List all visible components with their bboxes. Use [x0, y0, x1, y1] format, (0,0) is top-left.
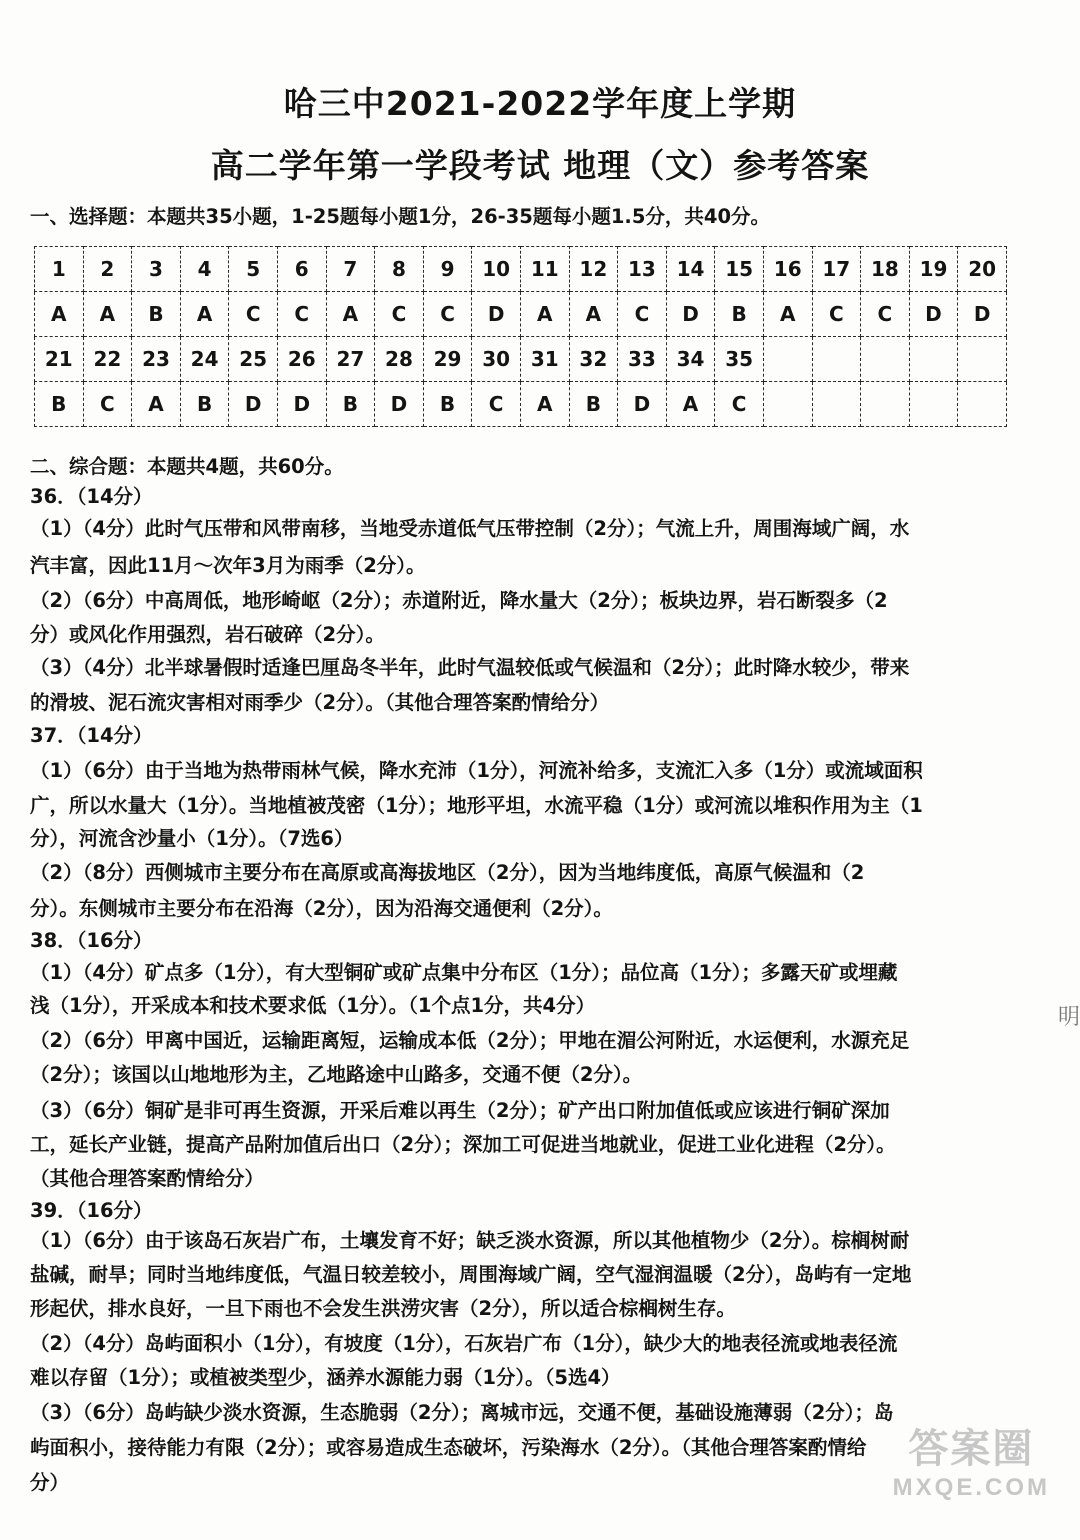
table-cell: C — [812, 292, 861, 337]
answer-line: （2）（6分）中高周低，地形崎岖（2分）；赤道附近，降水量大（2分）；板块边界，岩石断裂多（2 — [30, 589, 888, 612]
answer-line: 广，所以水量大（1分）。当地植被茂密（1分）；地形平坦，水流平稳（1分）或河流以堆积作用为主（1 — [30, 794, 923, 817]
table-cell: D — [618, 382, 667, 427]
table-cell: C — [423, 292, 472, 337]
table-cell: C — [229, 292, 278, 337]
table-cell: 5 — [229, 247, 278, 292]
table-cell: 24 — [180, 337, 229, 382]
table-row — [35, 382, 1007, 427]
table-cell: 27 — [326, 337, 375, 382]
table-cell: 16 — [763, 247, 812, 292]
question-number: 36．（14分） — [30, 485, 153, 508]
table-cell: 4 — [180, 247, 229, 292]
question-number: 39．（16分） — [30, 1199, 153, 1222]
table-cell: 21 — [35, 337, 84, 382]
watermark-text: 答案圈 — [908, 1426, 1035, 1472]
watermark-logo — [893, 1417, 1050, 1502]
table-cell: 29 — [423, 337, 472, 382]
answer-line: 汽丰富，因此11月～次年3月为雨季（2分）。 — [30, 554, 426, 577]
table-cell: 11 — [520, 247, 569, 292]
answer-line: （3）（4分）北半球暑假时适逢巴厘岛冬半年，此时气温较低或气候温和（2分）；此时降水较少，带来 — [30, 656, 910, 679]
table-cell: 23 — [132, 337, 181, 382]
table-cell: 31 — [520, 337, 569, 382]
table-cell: 1 — [35, 247, 84, 292]
table-cell: 22 — [83, 337, 132, 382]
table-cell: C — [472, 382, 521, 427]
table-cell: A — [35, 292, 84, 337]
table-cell: A — [666, 382, 715, 427]
answer-line: 浅（1分），开采成本和技术要求低（1分）。（1个点1分，共4分） — [30, 994, 596, 1017]
table-cell — [861, 337, 910, 382]
table-cell: 6 — [277, 247, 326, 292]
table-cell: B — [423, 382, 472, 427]
section-heading: 二、综合题：本题共4题，共60分。 — [30, 455, 344, 478]
document-title: 哈三中2021-2022学年度上学期 — [283, 84, 797, 123]
table-cell: 19 — [909, 247, 958, 292]
question-number: 37．（14分） — [30, 724, 153, 747]
table-cell: A — [569, 292, 618, 337]
table-cell: B — [35, 382, 84, 427]
table-cell: A — [132, 382, 181, 427]
table-cell: B — [326, 382, 375, 427]
table-cell: 17 — [812, 247, 861, 292]
table-cell: 34 — [666, 337, 715, 382]
table-cell: B — [180, 382, 229, 427]
table-cell: 13 — [618, 247, 667, 292]
table-cell: 2 — [83, 247, 132, 292]
table-cell: 3 — [132, 247, 181, 292]
answer-line: 分）。东侧城市主要分布在沿海（2分），因为沿海交通便利（2分）。 — [30, 897, 613, 920]
table-cell — [958, 337, 1007, 382]
table-cell: B — [569, 382, 618, 427]
table-cell — [763, 382, 812, 427]
table-cell: A — [763, 292, 812, 337]
table-cell: D — [277, 382, 326, 427]
table-cell: C — [277, 292, 326, 337]
table-cell: A — [83, 292, 132, 337]
table-cell: 14 — [666, 247, 715, 292]
table-cell — [909, 382, 958, 427]
answer-line: （其他合理答案酌情给分） — [30, 1167, 265, 1190]
table-row — [35, 292, 1007, 337]
table-cell: C — [618, 292, 667, 337]
table-cell: 25 — [229, 337, 278, 382]
table-cell: 35 — [715, 337, 764, 382]
answer-line: （2）（8分）西侧城市主要分布在高原或高海拔地区（2分），因为当地纬度低，高原气候温和（2 — [30, 861, 865, 884]
answer-line: 屿面积小，接待能力有限（2分）；或容易造成生态破坏，污染海水（2分）。（其他合理答案酌情给 — [30, 1436, 867, 1459]
table-cell: C — [375, 292, 424, 337]
table-cell: D — [909, 292, 958, 337]
table-cell: D — [472, 292, 521, 337]
answer-line: （1）（4分）矿点多（1分），有大型铜矿或矿点集中分布区（1分）；品位高（1分）；多露天矿或埋藏 — [30, 961, 898, 984]
answer-line: （3）（6分）铜矿是非可再生资源，开采后难以再生（2分）；矿产出口附加值低或应该进行铜矿深加 — [30, 1099, 890, 1122]
table-cell: 28 — [375, 337, 424, 382]
question-number: 38．（16分） — [30, 929, 153, 952]
table-cell: C — [715, 382, 764, 427]
answer-line: （2）（4分）岛屿面积小（1分），有坡度（1分），石灰岩广布（1分），缺少大的地表径流或地表径流 — [30, 1332, 898, 1355]
table-cell: A — [326, 292, 375, 337]
table-cell: 18 — [861, 247, 910, 292]
table-cell: A — [520, 382, 569, 427]
table-cell: 10 — [472, 247, 521, 292]
answer-line: 分），河流含沙量小（1分）。（7选6） — [30, 827, 354, 850]
answer-line: 分）或风化作用强烈，岩石破碎（2分）。 — [30, 623, 385, 646]
table-cell: 15 — [715, 247, 764, 292]
table-row — [35, 337, 1007, 382]
table-cell: 9 — [423, 247, 472, 292]
table-cell: 7 — [326, 247, 375, 292]
section-choice-heading: 一、选择题：本题共35小题，1-25题每小题1分，26-35题每小题1.5分，共40分。 — [30, 205, 771, 228]
table-cell: 12 — [569, 247, 618, 292]
table-cell — [812, 337, 861, 382]
table-cell: 20 — [958, 247, 1007, 292]
table-cell: A — [520, 292, 569, 337]
table-cell: D — [958, 292, 1007, 337]
answer-line: 盐碱，耐旱；同时当地纬度低，气温日较差较小，周围海域广阔，空气湿润温暖（2分），岛屿有一定地 — [30, 1263, 912, 1286]
table-cell — [909, 337, 958, 382]
table-cell: 33 — [618, 337, 667, 382]
answer-table — [34, 246, 1007, 427]
answer-line: 难以存留（1分）；或植被类型少，涵养水源能力弱（1分）。（5选4） — [30, 1366, 621, 1389]
watermark-url: MXQE.COM — [892, 1474, 1050, 1501]
document-subtitle: 高二学年第一学段考试 地理（文）参考答案 — [210, 146, 870, 185]
edge-character: 明 — [1057, 1005, 1080, 1030]
answer-line: （2分）；该国以山地地形为主，乙地路途中山路多，交通不便（2分）。 — [30, 1063, 643, 1086]
table-cell: A — [180, 292, 229, 337]
table-row — [35, 247, 1007, 292]
answer-line: 形起伏，排水良好，一旦下雨也不会发生洪涝灾害（2分），所以适合棕榈树生存。 — [30, 1297, 736, 1320]
table-cell: 8 — [375, 247, 424, 292]
table-cell — [958, 382, 1007, 427]
answer-line: （3）（6分）岛屿缺少淡水资源，生态脆弱（2分）；离城市远，交通不便，基础设施薄弱（2分）；岛 — [30, 1401, 894, 1424]
table-cell: C — [83, 382, 132, 427]
answer-line: （1）（6分）由于该岛石灰岩广布，土壤发育不好；缺乏淡水资源，所以其他植物少（2分）。棕榈树耐 — [30, 1229, 910, 1252]
table-cell: 26 — [277, 337, 326, 382]
table-cell — [812, 382, 861, 427]
table-cell — [861, 382, 910, 427]
table-cell: B — [715, 292, 764, 337]
table-cell — [763, 337, 812, 382]
table-cell: 30 — [472, 337, 521, 382]
answer-line: 分） — [30, 1471, 70, 1494]
answer-line: （1）（4分）此时气压带和风带南移，当地受赤道低气压带控制（2分）；气流上升，周围海域广阔，水 — [30, 517, 910, 540]
answer-line: （1）（6分）由于当地为热带雨林气候，降水充沛（1分），河流补给多，支流汇入多（1分）或流域面积 — [30, 759, 923, 782]
table-cell: D — [666, 292, 715, 337]
answer-line: （2）（6分）甲离中国近，运输距离短，运输成本低（2分）；甲地在湄公河附近，水运便利，水源充足 — [30, 1029, 910, 1052]
answer-line: 的滑坡、泥石流灾害相对雨季少（2分）。（其他合理答案酌情给分） — [30, 691, 610, 714]
table-cell: 32 — [569, 337, 618, 382]
table-cell: C — [861, 292, 910, 337]
table-cell: D — [229, 382, 278, 427]
answer-line: 工，延长产业链，提高产品附加值后出口（2分）；深加工可促进当地就业，促进工业化进程（2分）。 — [30, 1133, 896, 1156]
table-cell: D — [375, 382, 424, 427]
table-cell: B — [132, 292, 181, 337]
